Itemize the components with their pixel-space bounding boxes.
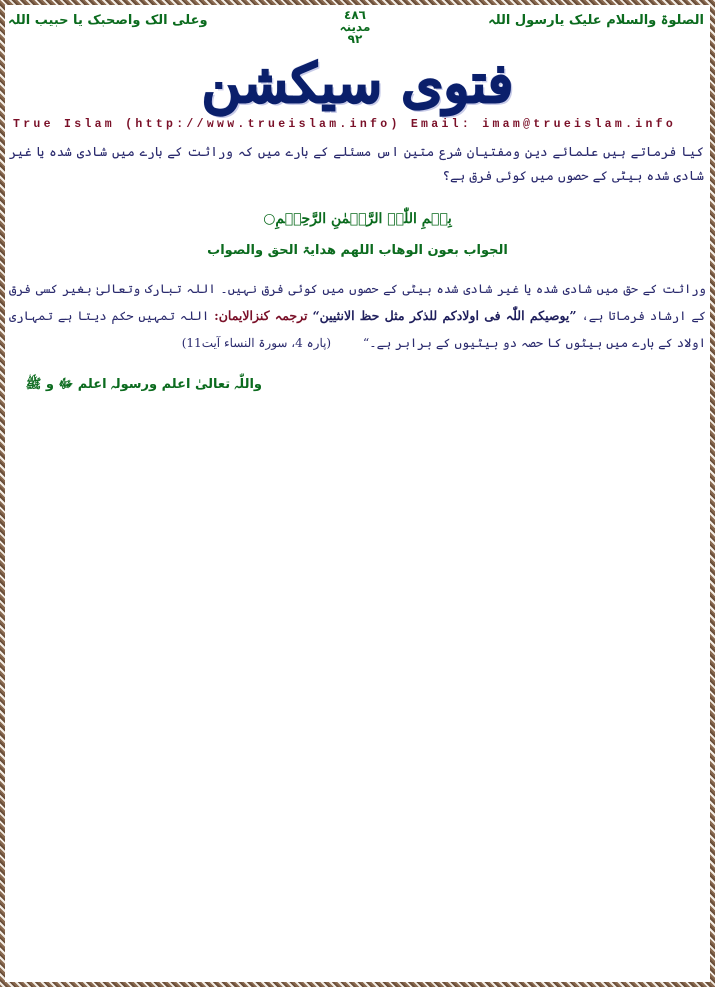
fatwa-number-top: ٤٨٦ <box>344 8 366 22</box>
contact-line: True Islam (http://www.trueislam.info) Email: imam@trueislam.info <box>13 118 677 131</box>
question-text: کیا فرماتے ہیں علمائے دین ومفتیان شرع متین اس مسئلے کے بارے میں کہ وراثت کے بارے میں شادی شدہ یا غیر شادی شدہ بیٹی کے حصوں میں کوئی فرق ہے؟ <box>9 145 704 184</box>
greeting-right: الصلوۃ والسلام علیک یارسول اللہ <box>488 13 704 28</box>
header-bar <box>5 9 710 49</box>
answer-line: وراثت کے حق میں شادی شدہ یا غیر شادی شدہ بیٹی کے حصوں میں کوئی فرق نہیں۔ اللہ تبارک وتعالیٰ بغیر کسی فرق کے ارشاد فرماتا ہے، <box>9 281 706 323</box>
answer-heading: الجواب بعون الوھاب اللھم ھدایۃ الحق والصواب <box>207 243 508 258</box>
bismillah: بِسۡمِ اللّٰہِ الرَّحۡمٰنِ الرَّحِیۡمِ○ <box>263 211 452 227</box>
page-title: فتوی سیکشن <box>201 51 514 115</box>
closing-line: واللّٰہ تعالیٰ اعلم ورسولہ اعلم ﷻ و ﷺ <box>25 377 262 392</box>
verse-reference: (پارہ 4، سورۃ النساء آیت11) <box>181 336 332 350</box>
quran-verse: ”یوصیکم اللّٰہ فی اولادکم للذکر مثل حظ الانثیین“ <box>312 308 577 323</box>
fatwa-page <box>5 5 710 982</box>
answer-text <box>9 275 706 357</box>
fatwa-number <box>335 9 375 45</box>
fatwa-number-mid: مدینہ <box>339 20 371 34</box>
translation-label: ترجمہ کنزالایمان: <box>214 308 308 323</box>
fatwa-number-bottom: ٩٢ <box>347 32 363 46</box>
greeting-left: وعلی الک واصحبک یا حبیب اللہ <box>8 13 208 28</box>
translation-text: اللہ تمہیں حکم دیتا ہے تمہاری اولاد کے بارے میں بیٹوں کا حصہ دو بیٹیوں کے برابر ہے۔“ <box>9 308 706 350</box>
